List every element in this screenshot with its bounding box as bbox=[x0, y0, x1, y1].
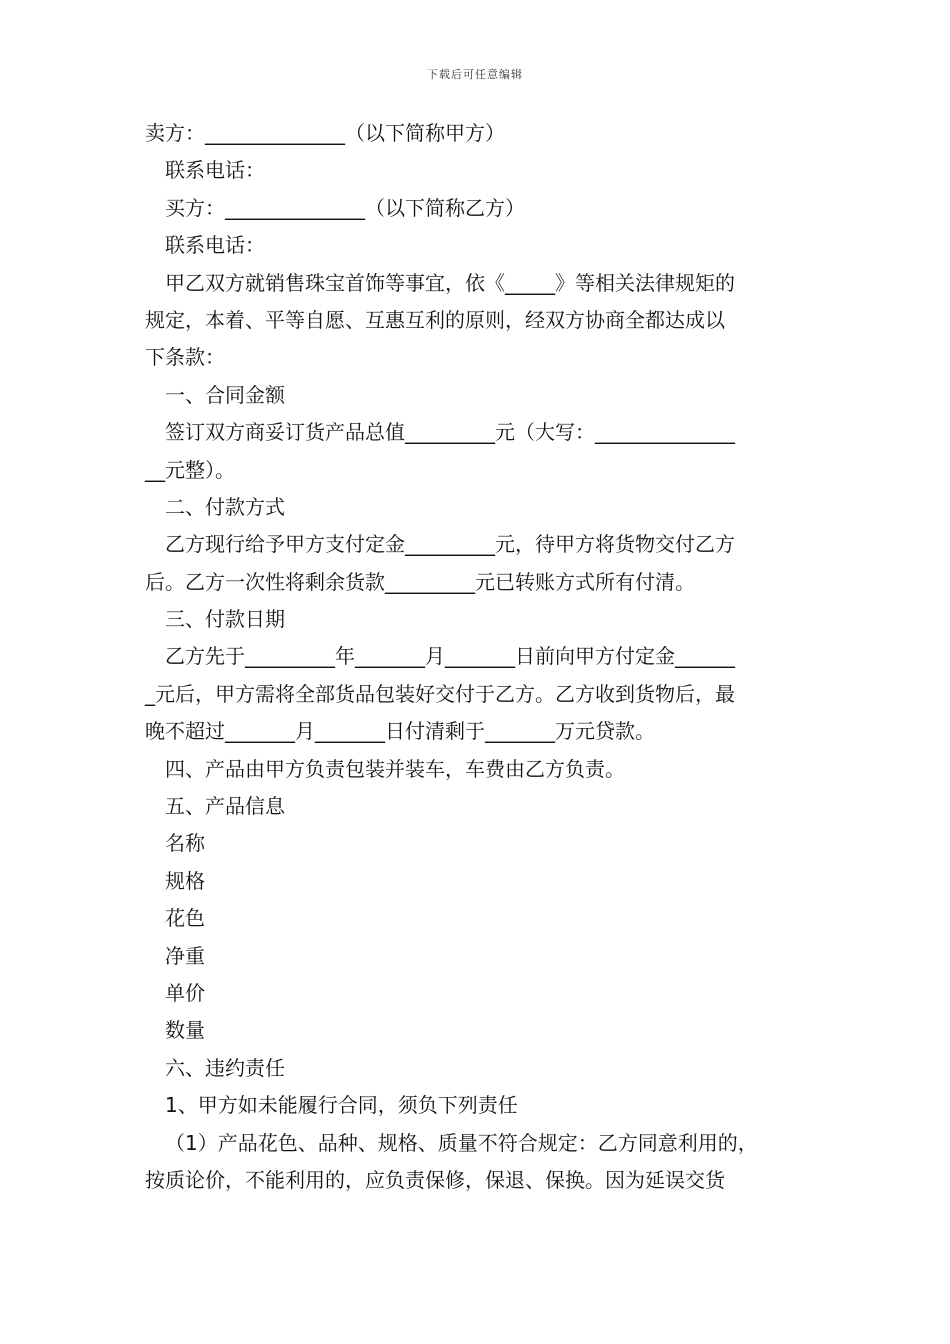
product-field-name: 名称 bbox=[165, 831, 205, 856]
payment-method-line-2: 后。乙方一次性将剩余货款_________元已转账方式所有付清。 bbox=[145, 569, 695, 594]
intro-paragraph-line-3: 下条款： bbox=[145, 345, 225, 370]
intro-paragraph-line-1: 甲乙双方就销售珠宝首饰等事宜，依《_____》等相关法律规矩的 bbox=[165, 270, 735, 295]
buyer-phone-line: 联系电话： bbox=[165, 233, 265, 258]
amount-paragraph-line-1: 签订双方商妥订货产品总值_________元（大写：______________ bbox=[165, 420, 735, 445]
payment-date-line-1: 乙方先于_________年_______月_______日前向甲方付定金______ bbox=[165, 644, 735, 669]
section-heading-amount: 一、合同金额 bbox=[165, 382, 285, 407]
payment-date-line-3: 晚不超过_______月_______日付清剩于_______万元贷款。 bbox=[145, 719, 655, 744]
buyer-line: 买方：______________（以下简称乙方） bbox=[165, 195, 525, 220]
contract-body bbox=[145, 115, 810, 1199]
intro-paragraph-line-2: 规定，本着、平等自愿、互惠互利的原则，经双方协商全都达成以 bbox=[145, 307, 725, 332]
payment-date-line-2: _元后，甲方需将全部货品包装好交付于乙方。乙方收到货物后，最 bbox=[145, 681, 735, 706]
amount-paragraph-line-2: __元整）。 bbox=[145, 457, 235, 482]
section-heading-packaging: 四、产品由甲方负责包装并装车，车费由乙方负责。 bbox=[165, 756, 625, 781]
seller-phone-line: 联系电话： bbox=[165, 158, 265, 183]
liability-item-1: 1、甲方如未能履行合同，须负下列责任 bbox=[165, 1093, 518, 1118]
payment-method-line-1: 乙方现行给予甲方支付定金_________元，待甲方将货物交付乙方 bbox=[165, 532, 735, 557]
section-heading-product-info: 五、产品信息 bbox=[165, 794, 285, 819]
product-field-color: 花色 bbox=[165, 906, 205, 931]
liability-clause-1-line-2: 按质论价，不能利用的，应负责保修，保退、保换。因为延误交货 bbox=[145, 1167, 725, 1192]
seller-line: 卖方：______________（以下简称甲方） bbox=[145, 121, 505, 145]
product-field-quantity: 数量 bbox=[165, 1018, 205, 1043]
page-header-note: 下载后可任意编辑 bbox=[427, 68, 523, 81]
product-field-spec: 规格 bbox=[165, 868, 205, 893]
section-heading-payment-date: 三、付款日期 bbox=[165, 607, 285, 632]
product-field-net-weight: 净重 bbox=[165, 943, 205, 968]
section-heading-payment-method: 二、付款方式 bbox=[165, 494, 285, 519]
section-heading-liability: 六、违约责任 bbox=[165, 1055, 285, 1080]
liability-clause-1-line-1: （1）产品花色、品种、规格、质量不符合规定：乙方同意利用的， bbox=[165, 1130, 758, 1155]
product-field-unit-price: 单价 bbox=[165, 980, 205, 1005]
